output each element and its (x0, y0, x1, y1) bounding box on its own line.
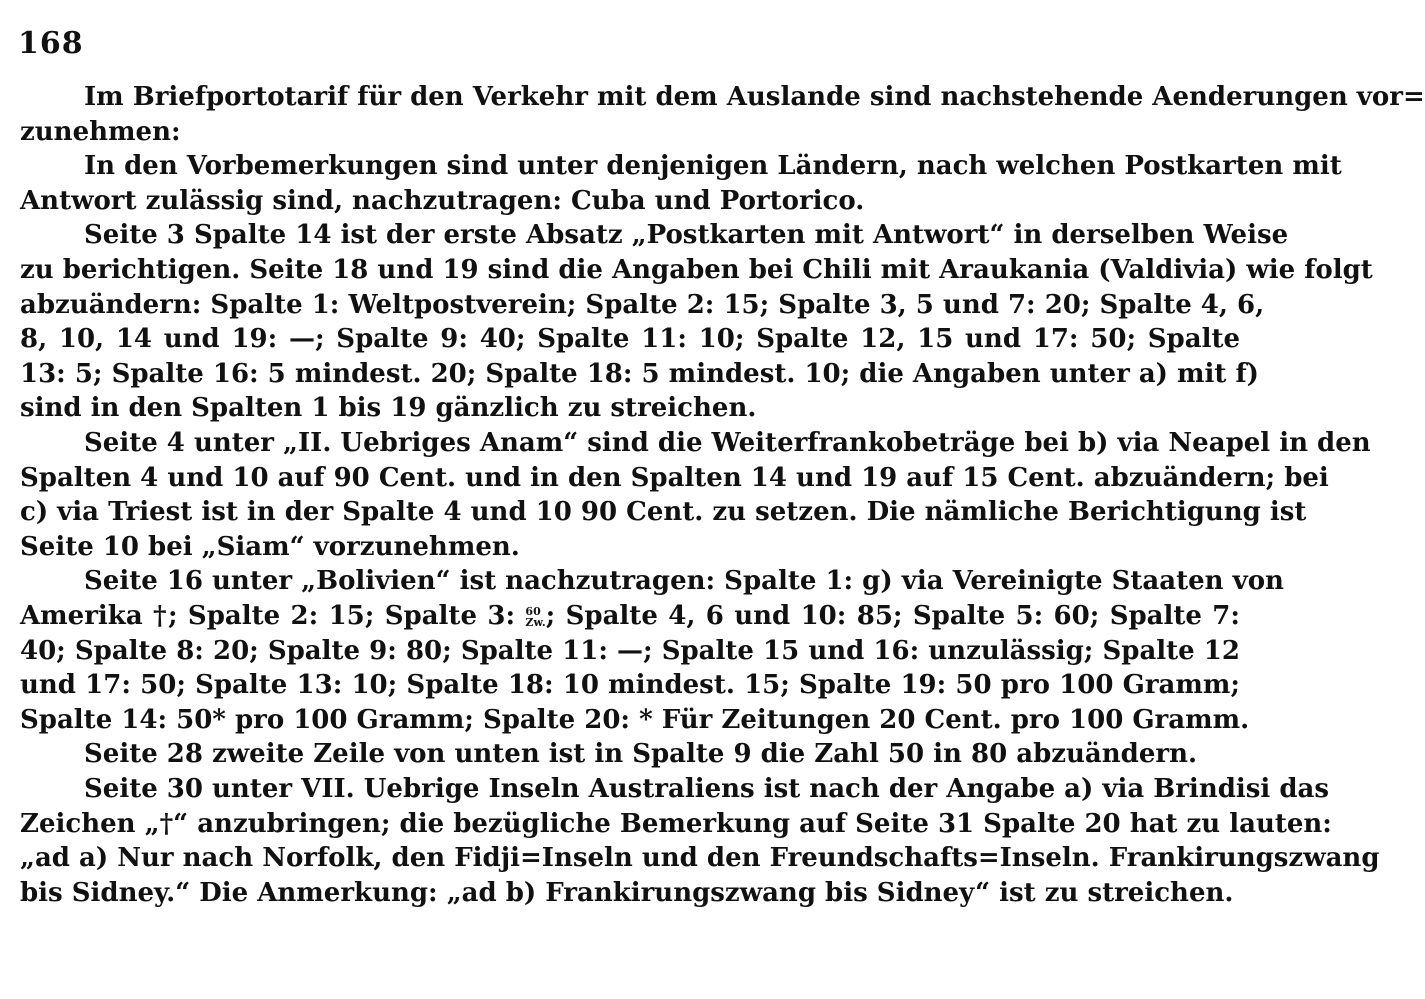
fraction-bottom: Zw. (525, 616, 546, 629)
text-line: Seite 28 zweite Zeile von unten ist in Spalte 9 die Zahl 50 in 80 abzuändern. (84, 739, 1198, 770)
text-line: Spalte 14: 50* pro 100 Gramm; Spalte 20: * Für Zeitungen 20 Cent. pro 100 Gramm. (20, 704, 1250, 735)
text-segment: Amerika †; Spalte 2: 15; Spalte 3: (20, 601, 526, 631)
text-line: Seite 16 unter „Bolivien“ ist nachzutragen: Spalte 1: g) via Vereinigte Staaten von (84, 566, 1284, 597)
text-line: 40; Spalte 8: 20; Spalte 9: 80; Spalte 11: —; Spalte 15 und 16: unzulässig; Spalte 12 (20, 635, 1240, 666)
page-number: 168 (18, 26, 84, 61)
text-line: Seite 10 bei „Siam“ vorzunehmen. (20, 531, 520, 562)
text-line (20, 599, 1240, 633)
text-line: zu berichtigen. Seite 18 und 19 sind die Angaben bei Chili mit Araukania (Valdivia) wie folgt (20, 255, 1373, 285)
text-line: Zeichen „†“ anzubringen; die bezügliche Bemerkung auf Seite 31 Spalte 20 hat zu lauten: (20, 808, 1332, 839)
text-line: Seite 30 unter VII. Uebrige Inseln Australiens ist nach der Angabe a) via Brindisi das (84, 774, 1330, 804)
text-line: und 17: 50; Spalte 13: 10; Spalte 18: 10 mindest. 15; Spalte 19: 50 pro 100 Gramm; (20, 670, 1240, 701)
fraction-top: 60 (525, 605, 541, 618)
text-line: 13: 5; Spalte 16: 5 mindest. 20; Spalte 18: 5 mindest. 10; die Angaben unter a) mit f) (20, 358, 1259, 389)
text-line: Seite 3 Spalte 14 ist der erste Absatz „Postkarten mit Antwort“ in derselben Weise (84, 220, 1289, 251)
text-line: „ad a) Nur nach Norfolk, den Fidji=Inseln und den Freundschafts=Inseln. Frankirungszwang (20, 843, 1380, 874)
text-line: Seite 4 unter „II. Uebriges Anam“ sind die Weiterfrankobeträge bei b) via Neapel in den (84, 428, 1371, 458)
text-line: Im Briefportotarif für den Verkehr mit dem Auslande sind nachstehende Aenderungen vor= (84, 82, 1425, 112)
text-line: abzuändern: Spalte 1: Weltpostverein; Spalte 2: 15; Spalte 3, 5 und 7: 20; Spalte 4, 6, (20, 289, 1265, 320)
text-line: zunehmen: (20, 116, 181, 147)
text-line: 8, 10, 14 und 19: —; Spalte 9: 40; Spalte 11: 10; Spalte 12, 15 und 17: 50; Spalte (20, 324, 1240, 355)
text-segment: ; Spalte 4, 6 und 10: 85; Spalte 5: 60; Spalte 7: (545, 601, 1240, 631)
text-line: sind in den Spalten 1 bis 19 gänzlich zu streichen. (20, 393, 757, 424)
fraction (525, 606, 545, 628)
text-line: c) via Triest ist in der Spalte 4 und 10 90 Cent. zu setzen. Die nämliche Berichtigung ist (20, 497, 1307, 528)
text-line: Antwort zulässig sind, nachzutragen: Cuba und Portorico. (20, 185, 865, 216)
text-line: bis Sidney.“ Die Anmerkung: „ad b) Frankirungszwang bis Sidney“ ist zu streichen. (20, 877, 1234, 908)
text-line: Spalten 4 und 10 auf 90 Cent. und in den Spalten 14 und 19 auf 15 Cent. abzuändern; bei (20, 462, 1329, 493)
text-line: In den Vorbemerkungen sind unter denjenigen Ländern, nach welchen Postkarten mit (84, 151, 1342, 182)
